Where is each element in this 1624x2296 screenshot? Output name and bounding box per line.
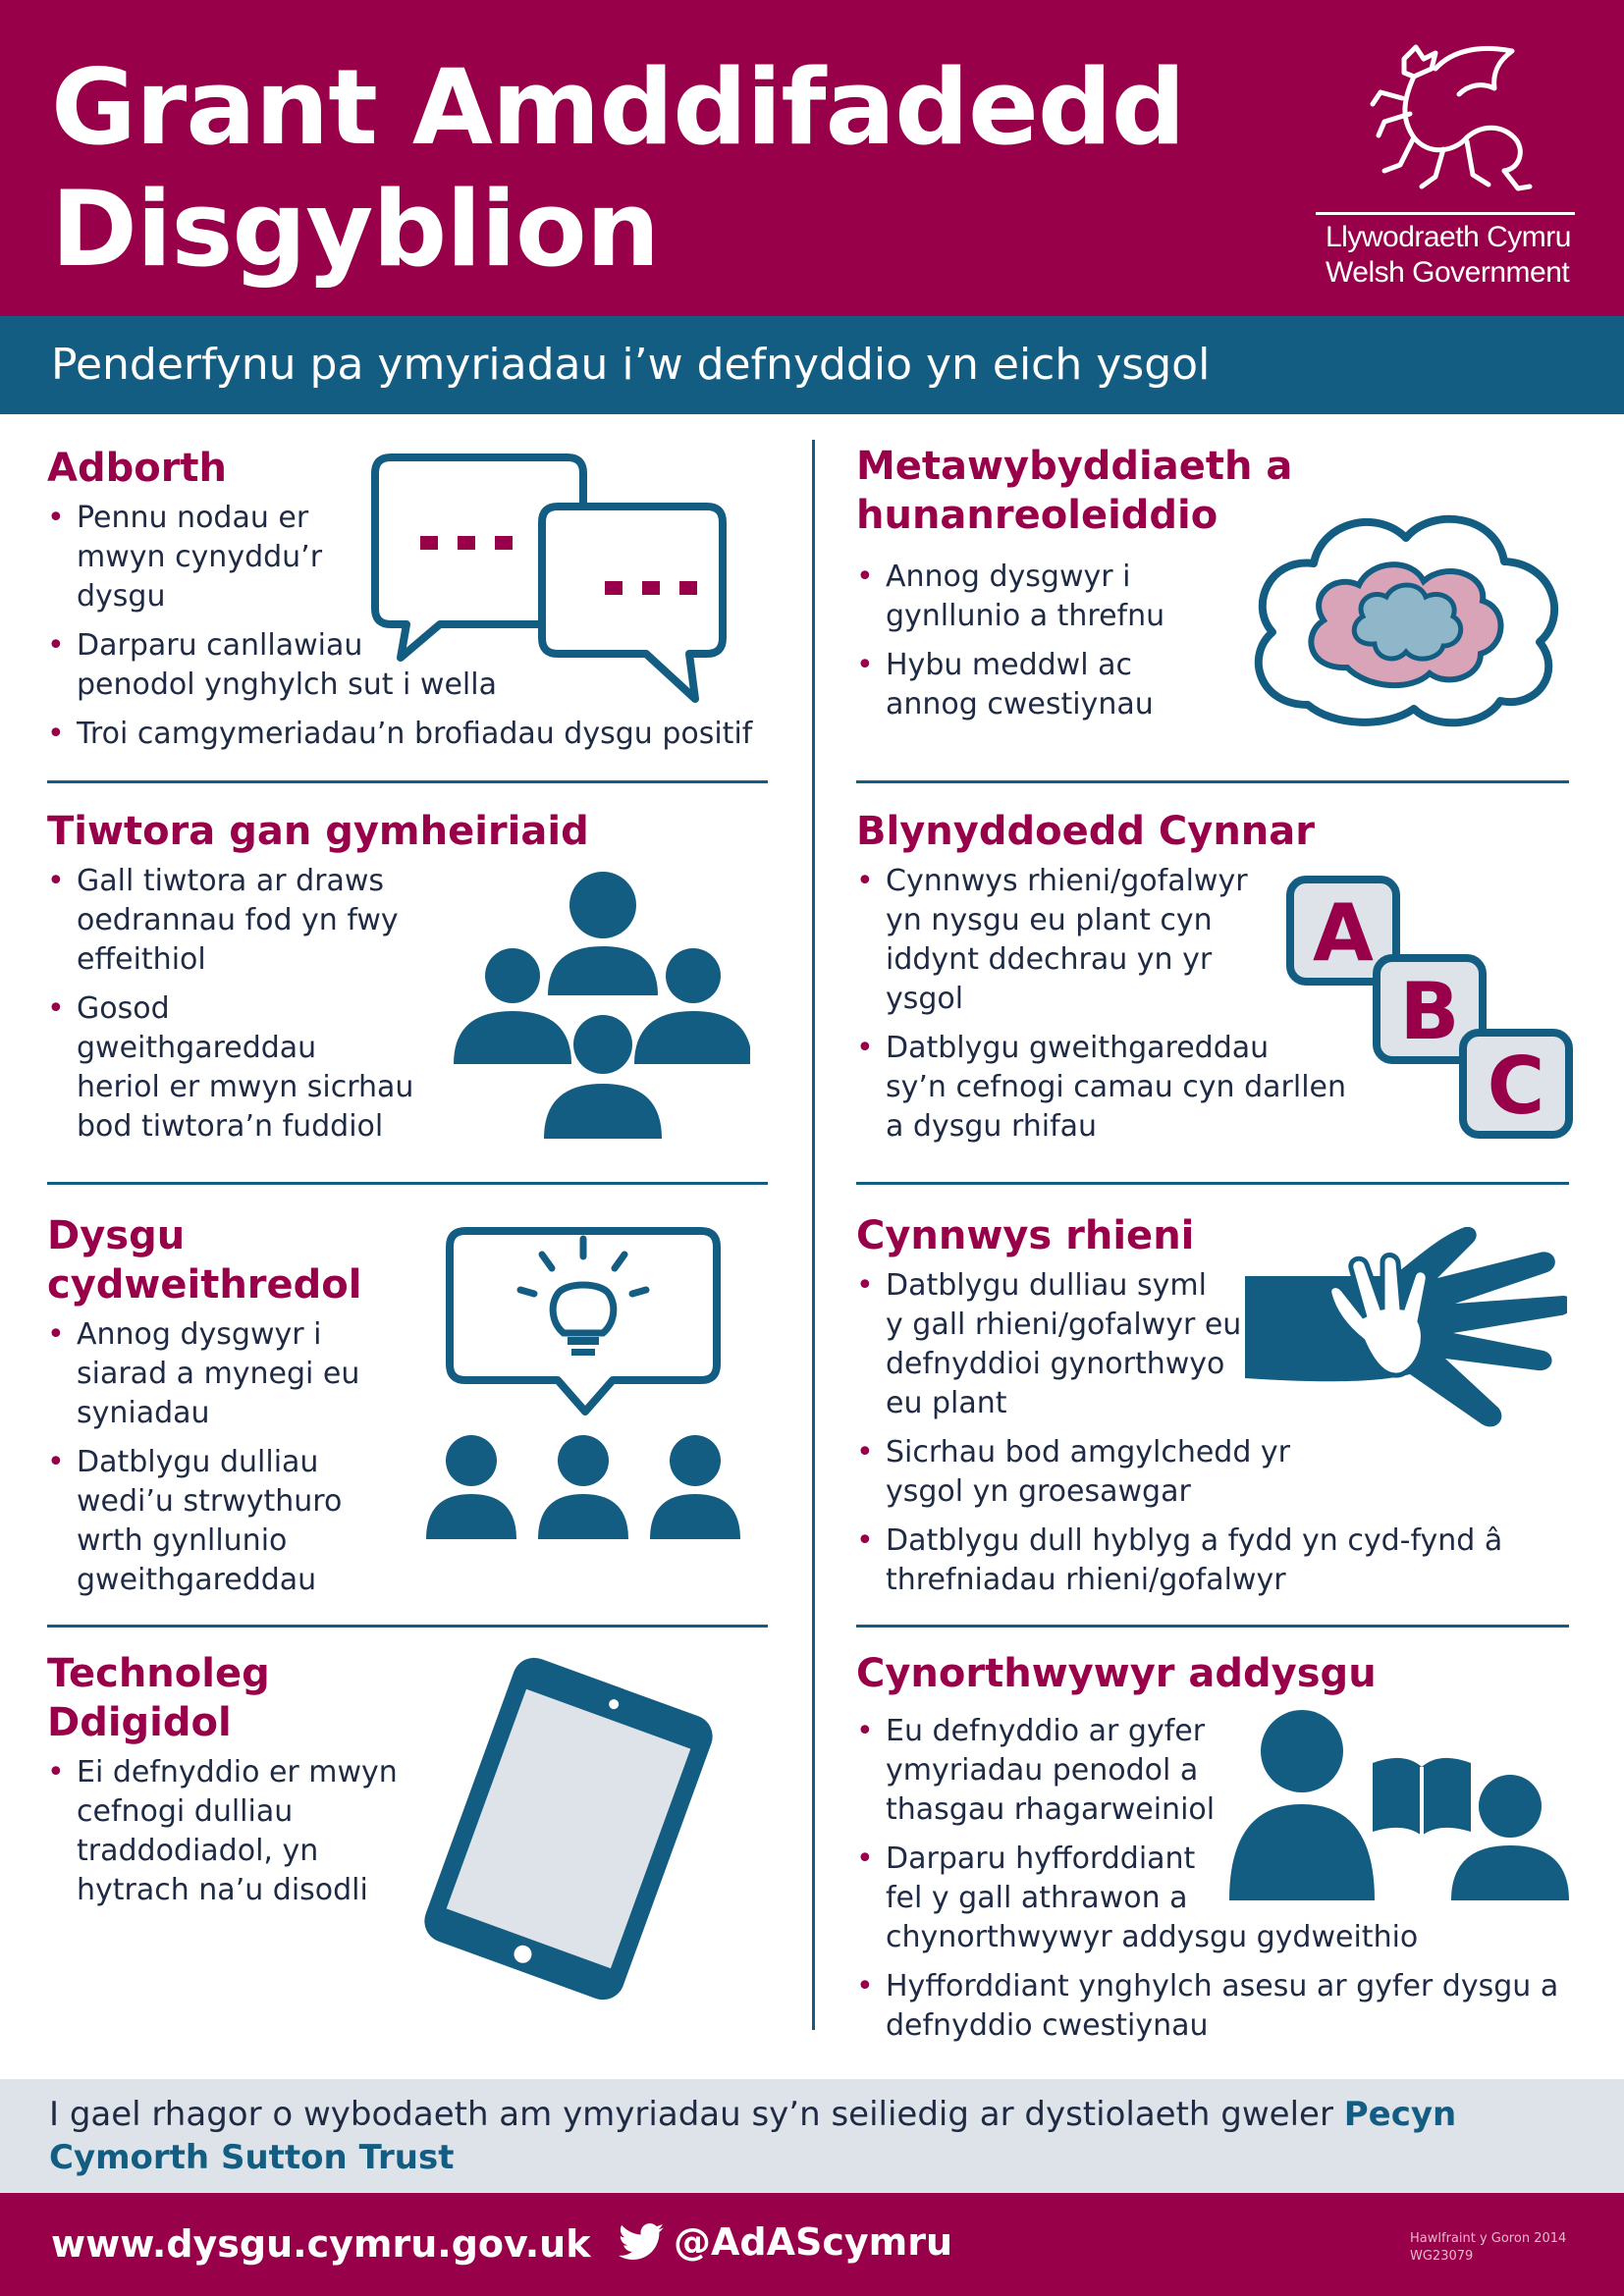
list-item: • Cynnwys rhieni/gofalwyr yn nysgu eu plant cyn iddynt ddechrau yn yr ysgol bbox=[856, 862, 1602, 1019]
hands-icon bbox=[1245, 1227, 1567, 1439]
logo-text-english: Welsh Government bbox=[1326, 256, 1570, 289]
section-title: Technoleg Ddigidol bbox=[47, 1651, 270, 1745]
block-letter-b: B bbox=[1399, 966, 1460, 1057]
page-title-line2: Disgyblion bbox=[51, 169, 660, 290]
cloud-thought-icon bbox=[1239, 499, 1573, 734]
divider-right-2 bbox=[856, 1182, 1569, 1185]
section-title: Cynnwys rhieni bbox=[856, 1213, 1195, 1258]
logo-text-welsh: Llywodraeth Cymru bbox=[1326, 221, 1571, 253]
divider-right-1 bbox=[856, 780, 1569, 783]
section-title: Blynyddoedd Cynnar bbox=[856, 809, 1315, 854]
bottom-bar bbox=[0, 2193, 1624, 2296]
list-item: • Eu defnyddio ar gyfer ymyriadau penodol a thasgau rhagarweiniol bbox=[856, 1712, 1602, 1830]
divider-left-3 bbox=[47, 1625, 768, 1628]
sutton-trust-link[interactable]: Pecyn Cymorth Sutton Trust bbox=[49, 2095, 1457, 2177]
divider-left-1 bbox=[47, 780, 768, 783]
list-item: • Datblygu dulliau wedi’u strwythuro wrth gynllunio gweithgareddau bbox=[47, 1443, 793, 1600]
twitter-handle[interactable]: @AdAScymru bbox=[619, 2220, 952, 2264]
section-title: Cynorthwywyr addysgu bbox=[856, 1651, 1377, 1696]
tablet-icon bbox=[406, 1657, 731, 2001]
list-item: • Hybu meddwl ac annog cwestiynau bbox=[856, 646, 1602, 724]
twitter-bird-icon bbox=[619, 2223, 664, 2261]
subtitle: Penderfynu pa ymyriadau i’w defnyddio yn eich ysgol bbox=[51, 340, 1211, 390]
column-divider bbox=[812, 440, 815, 2030]
list-item: • Annog dysgwyr i gynllunio a threfnu bbox=[856, 558, 1602, 636]
section-title: Tiwtora gan gymheiriaid bbox=[47, 809, 589, 854]
list-item: • Darparu hyfforddiant fel y gall athrawon a chynorthwywyr addysgu gydweithio bbox=[856, 1840, 1602, 1957]
footer-info-box bbox=[0, 2079, 1624, 2193]
footer-text: I gael rhagor o wybodaeth am ymyriadau sy’n seiliedig ar dystiolaeth gweler Pecyn Cymorth Sutton Trust bbox=[49, 2095, 1457, 2177]
group-people-icon bbox=[454, 870, 750, 1145]
list-item: • Datblygu dulliau syml y gall rhieni/gofalwyr eu defnyddioi gynorthwyo eu plant bbox=[856, 1266, 1602, 1423]
block-letter-c: C bbox=[1487, 1041, 1545, 1132]
speech-bubbles-icon bbox=[361, 452, 734, 707]
section-title: Metawybyddiaeth a hunanreoleiddio bbox=[856, 444, 1293, 538]
section-title: Adborth bbox=[47, 446, 228, 491]
subtitle-bar bbox=[0, 316, 1624, 414]
welsh-government-logo bbox=[1316, 39, 1575, 294]
abc-blocks-icon bbox=[1286, 874, 1577, 1141]
list-item: • Gosod gweithgareddau heriol er mwyn sicrhau bod tiwtora’n fuddiol bbox=[47, 989, 793, 1147]
list-item: • Sicrhau bod amgylchedd yr ysgol yn groesawgar bbox=[856, 1433, 1602, 1512]
page-title-line1: Grant Amddifadedd bbox=[51, 47, 1185, 168]
page-title bbox=[51, 47, 1229, 291]
dragon-logo-icon bbox=[1345, 39, 1542, 206]
header-banner bbox=[0, 0, 1624, 316]
website-link[interactable]: www.dysgu.cymru.gov.uk bbox=[51, 2222, 591, 2266]
block-letter-a: A bbox=[1313, 887, 1374, 979]
list-item: • Ei defnyddio er mwyn cefnogi dulliau traddodiadol, yn hytrach na’u disodli bbox=[47, 1753, 793, 1910]
list-item: • Darparu canllawiau penodol ynghylch sut i wella bbox=[47, 626, 793, 705]
list-item: • Pennu nodau er mwyn cynyddu’r dysgu bbox=[47, 499, 793, 616]
logo-divider bbox=[1316, 212, 1575, 215]
list-item: • Troi camgymeriadau’n brofiadau dysgu positif bbox=[47, 715, 793, 754]
list-item: • Hyfforddiant ynghylch asesu ar gyfer dysgu a defnyddio cwestiynau bbox=[856, 1967, 1602, 2046]
lightbulb-collaboration-icon bbox=[426, 1217, 740, 1541]
divider-left-2 bbox=[47, 1182, 768, 1185]
section-title: Dysgu cydweithredol bbox=[47, 1213, 362, 1308]
list-item: • Gall tiwtora ar draws oedrannau fod yn fwy effeithiol bbox=[47, 862, 793, 980]
divider-right-3 bbox=[856, 1625, 1569, 1628]
list-item: • Annog dysgwyr i siarad a mynegi eu syniadau bbox=[47, 1315, 793, 1433]
list-item: • Datblygu dull hyblyg a fydd yn cyd-fynd â threfniadau rhieni/gofalwyr bbox=[856, 1522, 1602, 1600]
reading-people-icon bbox=[1229, 1708, 1573, 1900]
list-item: • Datblygu gweithgareddau sy’n cefnogi camau cyn darllen a dysgu rhifau bbox=[856, 1029, 1602, 1147]
copyright: Hawlfraint y Goron 2014 WG23079 bbox=[1410, 2231, 1567, 2264]
